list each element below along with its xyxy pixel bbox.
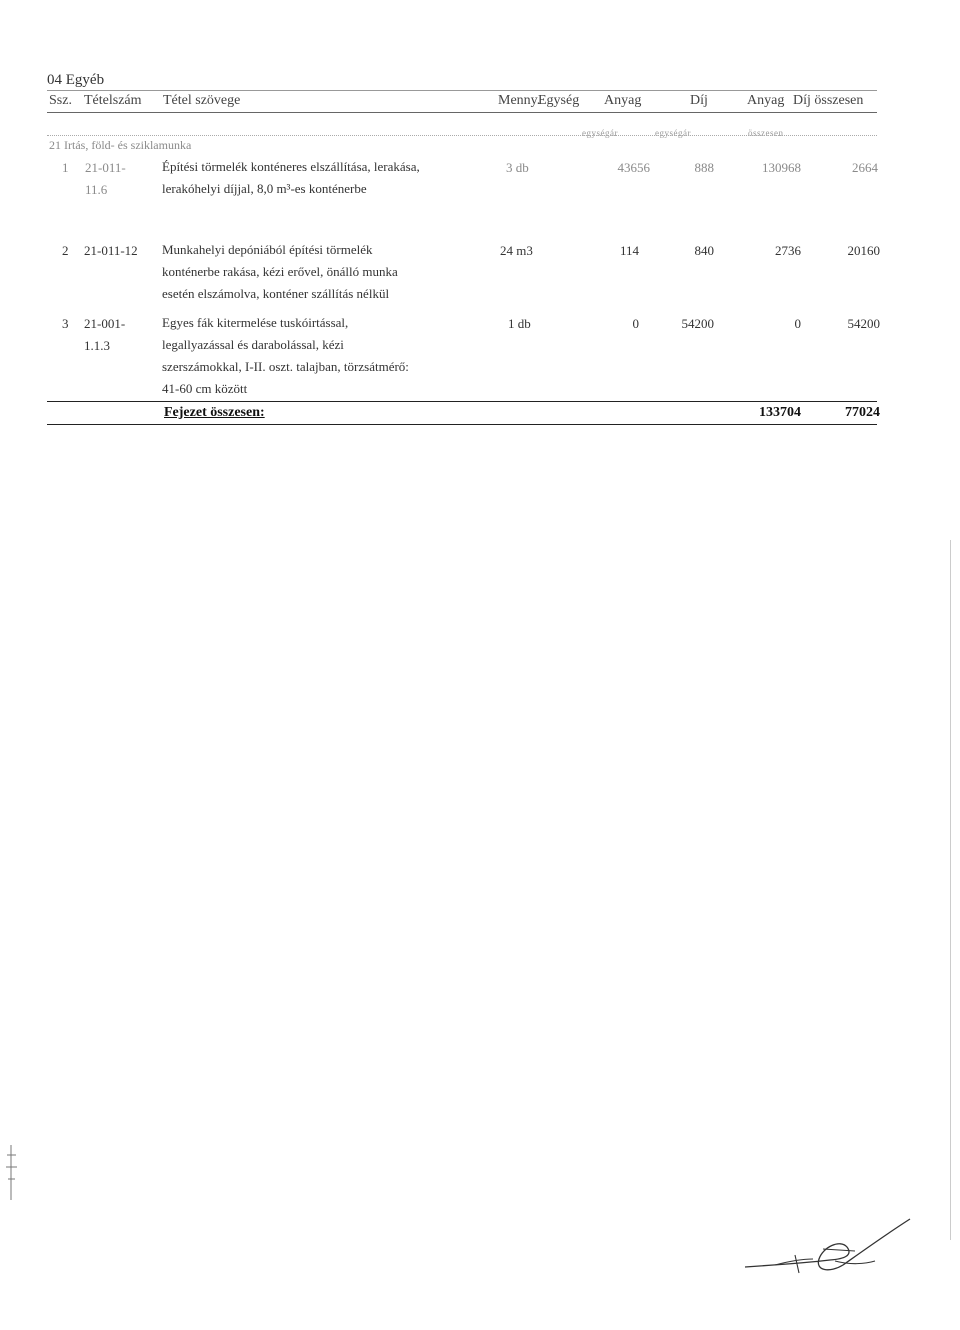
subheader-anyag: egységár: [582, 128, 618, 138]
subheader-dij: egységár: [655, 128, 691, 138]
item-1-desc-line-2: lerakóhelyi díjjal, 8,0 m³-es konténerbe: [162, 181, 367, 196]
margin-scan-mark: [2, 1145, 22, 1200]
item-1-tetelszam: 21-011-: [85, 160, 126, 175]
item-2-dij-osszesen: 20160: [847, 243, 880, 258]
total-label: Fejezet összesen:: [164, 405, 265, 420]
item-2-ssz: 2: [62, 243, 69, 258]
item-1-tetelszam-cont: 11.6: [85, 182, 108, 197]
item-3-desc-line-1: Egyes fák kitermelése tuskóirtással,: [162, 315, 349, 330]
item-3-desc-line-4: 41-60 cm között: [162, 381, 248, 396]
header-menny: Menny.: [498, 93, 541, 108]
signature: [735, 1215, 935, 1285]
chapter-underline: [47, 90, 877, 91]
total-dij: 77024: [845, 405, 880, 420]
total-anyag: 133704: [759, 405, 801, 420]
item-2-tetelszam: 21-011-12: [84, 243, 138, 258]
section-title: 21 Irtás, föld- és sziklamunka: [49, 138, 192, 152]
chapter-title: 04 Egyéb: [47, 72, 105, 88]
item-2-menny: 24 m3: [500, 243, 533, 258]
item-1-dij-egysegar: 888: [694, 160, 714, 175]
header-egyseg: Egység: [538, 93, 580, 108]
header-dij-osszesen: Díj összesen: [793, 93, 864, 108]
item-1-dij-osszesen: 2664: [852, 160, 878, 175]
item-3-dij-egysegar: 54200: [681, 316, 714, 331]
item-3-menny: 1 db: [508, 316, 531, 331]
item-2-dij-egysegar: 840: [694, 243, 714, 258]
item-2-desc-line-2: konténerbe rakása, kézi erővel, önálló munka: [162, 264, 398, 279]
item-3-desc-line-2: legallyazással és darabolással, kézi: [162, 337, 344, 352]
header-dij: Díj: [690, 93, 708, 108]
header-tetel-szovege: Tétel szövege: [163, 93, 241, 108]
item-1-ssz: 1: [62, 160, 69, 175]
item-2-anyag-osszesen: 2736: [775, 243, 801, 258]
scan-edge-line: [950, 540, 951, 1240]
item-3-anyag-egysegar: 0: [632, 316, 639, 331]
total-top-rule: [47, 401, 877, 402]
item-3-dij-osszesen: 54200: [847, 316, 880, 331]
item-1-anyag-osszesen: 130968: [762, 160, 801, 175]
header-anyag: Anyag: [604, 93, 642, 108]
item-2-desc-line-3: esetén elszámolva, konténer szállítás nélkül: [162, 286, 390, 301]
item-3-anyag-osszesen: 0: [794, 316, 801, 331]
header-ssz: Ssz.: [49, 93, 72, 108]
total-bottom-rule: [47, 424, 877, 425]
item-3-tetelszam: 21-001-: [84, 316, 126, 331]
item-3-tetelszam-cont: 1.1.3: [84, 338, 110, 353]
item-1-anyag-egysegar: 43656: [617, 160, 650, 175]
header-anyag-osszesen: Anyag: [747, 93, 785, 108]
subheader-dotted-line: [47, 135, 877, 136]
item-3-ssz: 3: [62, 316, 69, 331]
item-2-anyag-egysegar: 114: [619, 243, 639, 258]
subheader-osszesen: összesen: [748, 128, 784, 138]
header-underline: [47, 112, 877, 113]
item-2-desc-line-1: Munkahelyi depóniából építési törmelék: [162, 242, 373, 257]
header-tetelszam: Tételszám: [84, 93, 142, 108]
item-3-desc-line-3: szerszámokkal, I-II. oszt. talajban, törzsátmérő:: [162, 359, 409, 374]
item-1-menny: 3 db: [506, 160, 529, 175]
item-1-desc-line-1: Építési törmelék konténeres elszállítása, lerakása,: [162, 159, 420, 174]
